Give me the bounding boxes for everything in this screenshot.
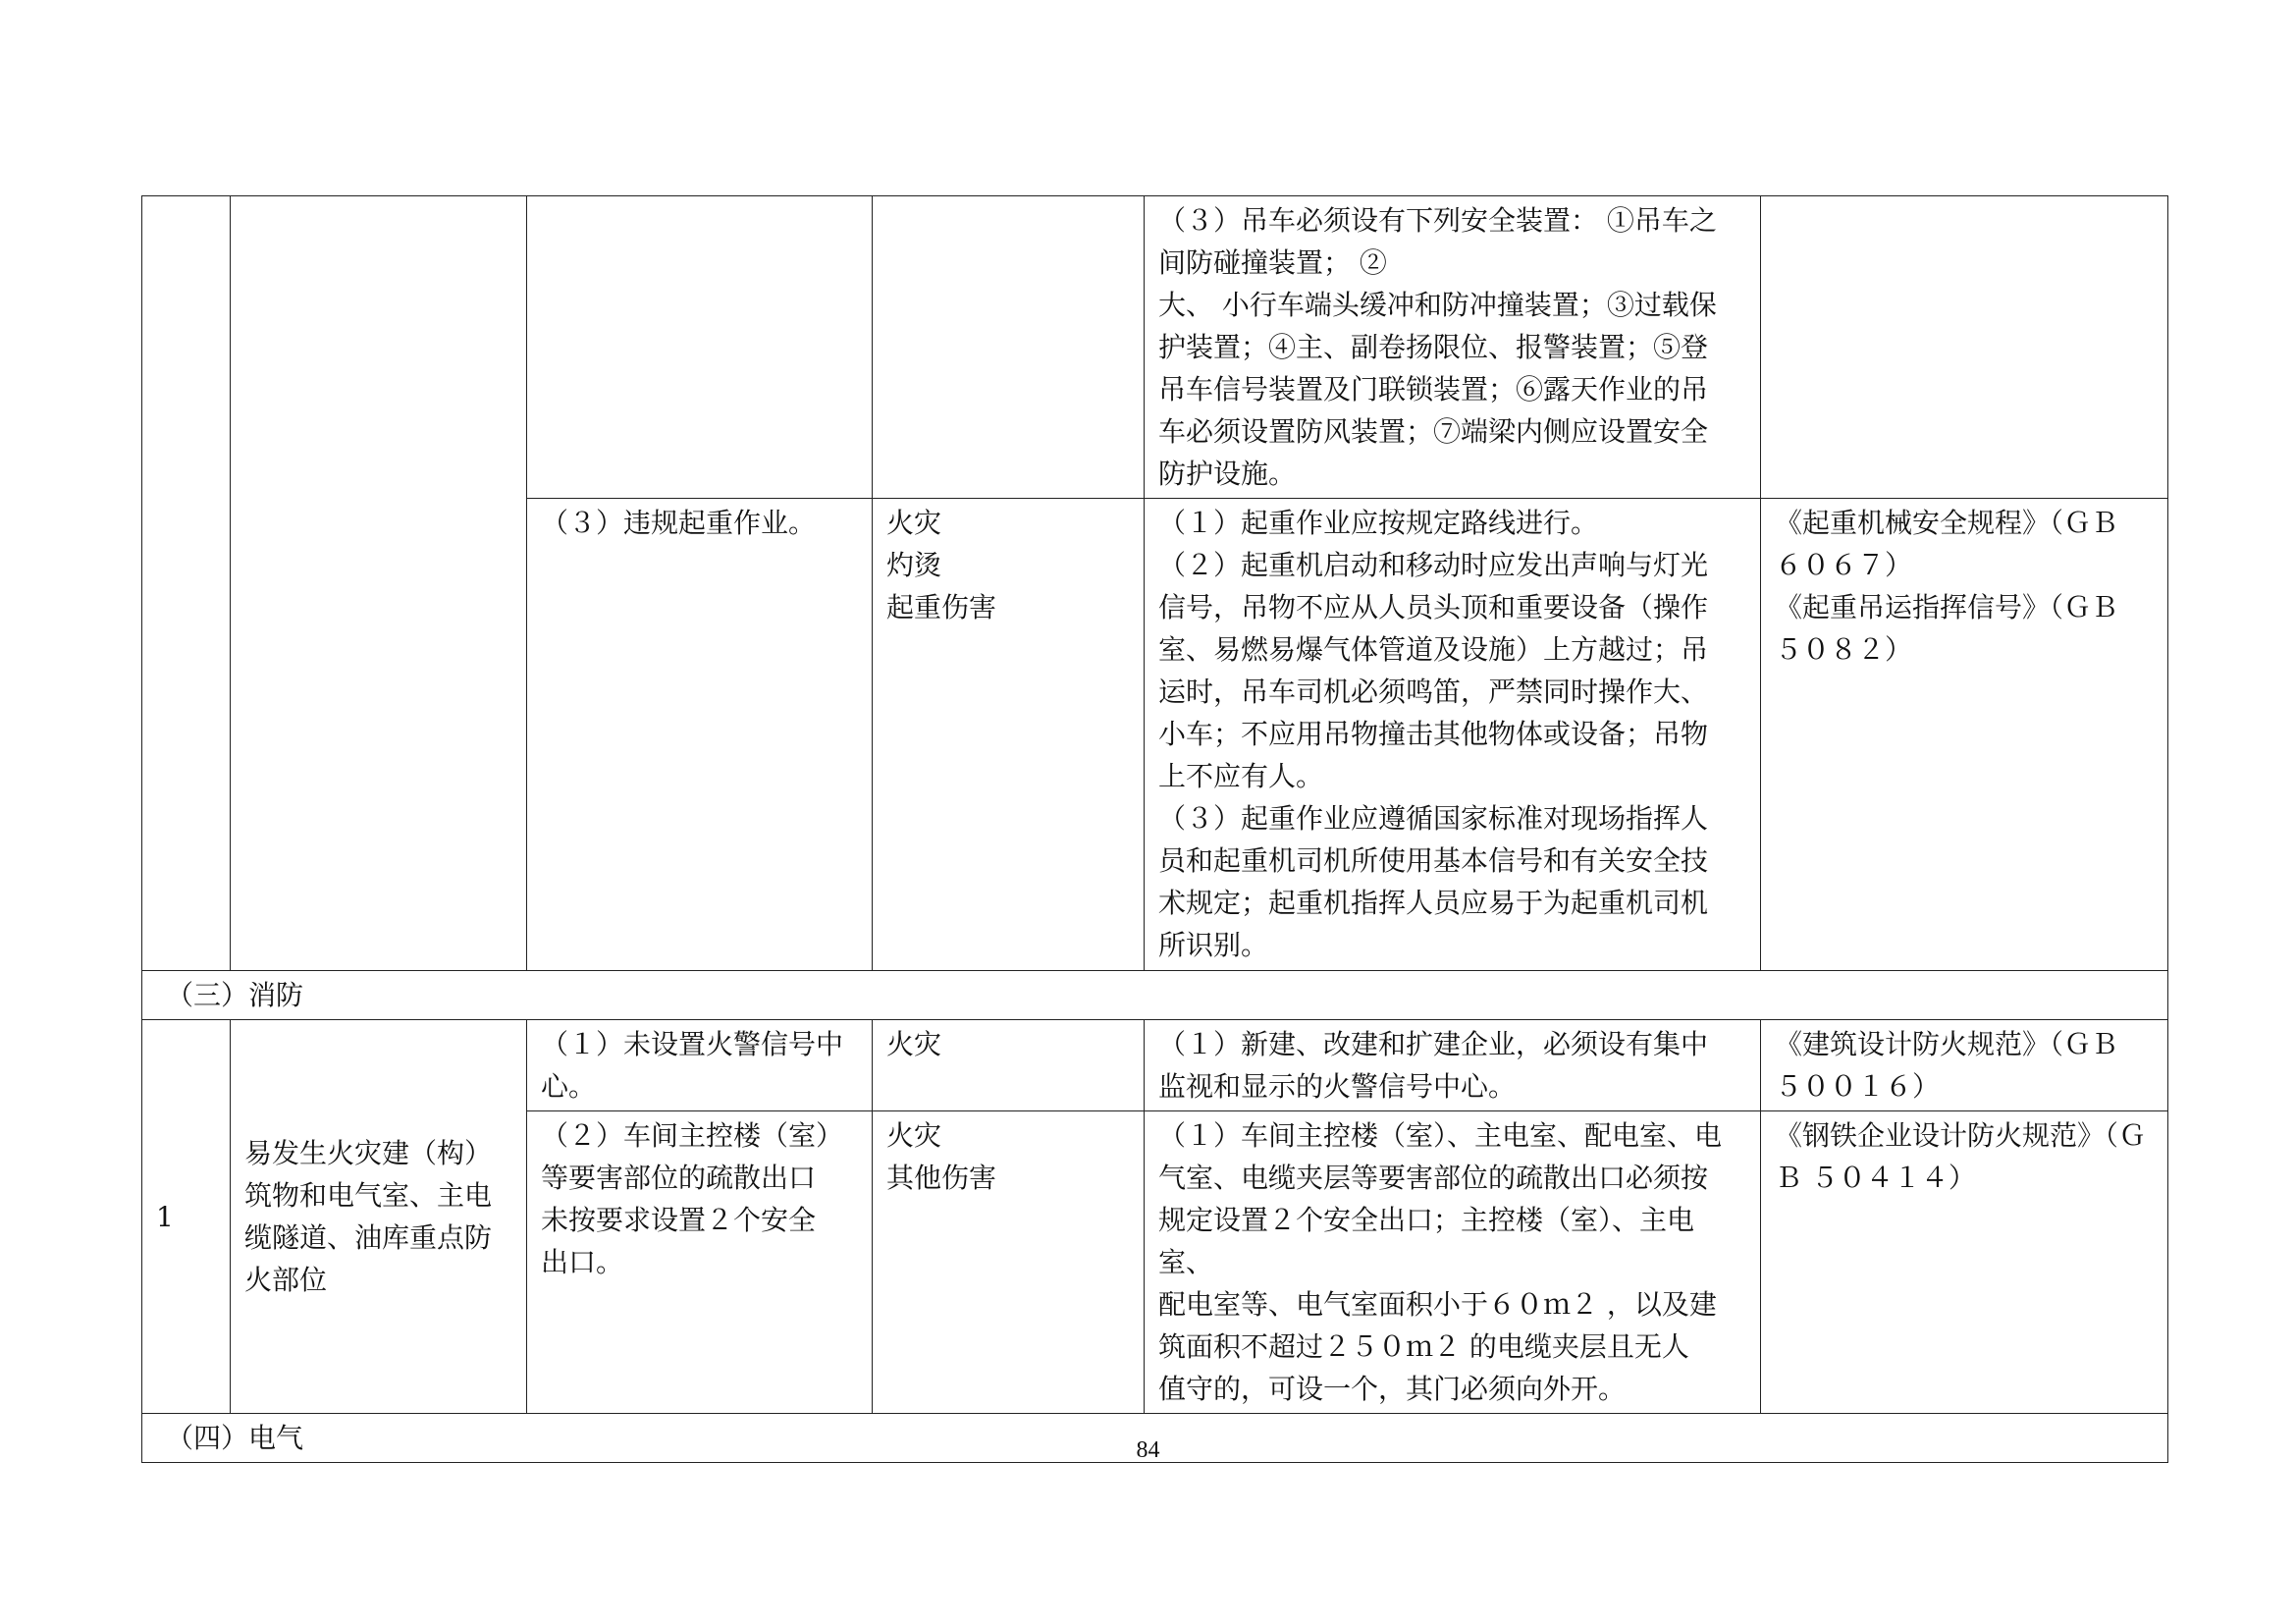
cell-accident-types [873, 499, 1145, 971]
hazard-line: （２）车间主控楼（室） [541, 1119, 844, 1152]
standard-line: 《建筑设计防火规范》（ＧＢ [1775, 1028, 2119, 1060]
location-line: 缆隧道、油库重点防 [244, 1221, 493, 1254]
standard-line: ５０８２） [1775, 633, 1913, 666]
section-title-electrical: （四）电气 [142, 1414, 2168, 1463]
measure-line: 筑面积不超过２５０ｍ２ 的电缆夹层且无人 [1158, 1330, 1689, 1363]
cell-hazard: （３）违规起重作业。 [527, 499, 873, 971]
measure-line: 术规定；起重机指挥人员应易于为起重机司机 [1158, 887, 1709, 919]
standard-line: 《起重吊运指挥信号》（ＧＢ [1775, 591, 2119, 623]
cell-measures [1145, 1020, 1761, 1111]
hazard-line: 等要害部位的疏散出口 [541, 1162, 817, 1194]
cell-hazard [527, 1111, 873, 1414]
section-row-fire [142, 971, 2168, 1020]
cell-measures [1145, 499, 1761, 971]
cell-standards [1761, 499, 2168, 971]
cell-measures [1145, 1111, 1761, 1414]
measure-line: 小车；不应用吊物撞击其他物体或设备；吊物 [1158, 718, 1709, 750]
measure-line: 监视和显示的火警信号中心。 [1158, 1070, 1517, 1103]
hazard-line: 心。 [541, 1070, 597, 1103]
measure-line: 吊车信号装置及门联锁装置；⑥露天作业的吊 [1158, 373, 1709, 406]
cell-hazard-empty [527, 196, 873, 499]
measure-line: 所识别。 [1158, 929, 1269, 961]
measure-line: 规定设置２个安全出口；主控楼（室）、主电室、 [1158, 1204, 1695, 1278]
measure-line: 员和起重机司机所使用基本信号和有关安全技 [1158, 844, 1709, 877]
measure-line: 上不应有人。 [1158, 760, 1324, 792]
measure-line: 车必须设置防风装置；⑦端梁内侧应设置安全 [1158, 415, 1709, 448]
hazard-line: 出口。 [541, 1246, 624, 1278]
location-line: 筑物和电气室、主电 [244, 1179, 493, 1212]
cell-standards [1761, 1111, 2168, 1414]
cell-accident-empty [873, 196, 1145, 499]
measure-line: 室、易燃易爆气体管道及设施）上方越过；吊 [1158, 633, 1709, 666]
row-fire-alarm [142, 1020, 2168, 1111]
accident-type: 火灾 [886, 1028, 942, 1060]
standard-line: ５００１６） [1775, 1070, 1941, 1103]
measure-line: （２）起重机启动和移动时应发出声响与灯光 [1158, 549, 1709, 581]
measure-line: 防护设施。 [1158, 458, 1297, 490]
accident-type: 灼烫 [886, 549, 942, 581]
standard-line: 《钢铁企业设计防火规范》（Ｇ [1775, 1119, 2147, 1152]
cell-location [231, 1020, 527, 1414]
measure-line: 配电室等、电气室面积小于６０ｍ２ ，以及建 [1158, 1288, 1717, 1321]
measure-line: （１）车间主控楼（室）、主电室、配电室、电 [1158, 1119, 1723, 1152]
cell-accident-types [873, 1111, 1145, 1414]
cell-number: 1 [142, 1020, 231, 1414]
cell-measures [1145, 196, 1761, 499]
measure-line: 护装置；④主、副卷扬限位、报警装置；⑤登 [1158, 331, 1709, 363]
accident-type: 火灾 [886, 507, 942, 539]
measure-line: 间防碰撞装置； ② [1158, 246, 1387, 279]
hazard-table [141, 195, 2168, 1463]
accident-type: 其他伤害 [886, 1162, 997, 1194]
cell-number-continued [142, 196, 231, 971]
standard-line: 《起重机械安全规程》（ＧＢ [1775, 507, 2119, 539]
hazard-line: 未按要求设置２个安全 [541, 1204, 817, 1236]
cell-standards [1761, 1020, 2168, 1111]
cell-location-continued [231, 196, 527, 971]
cell-standard-empty [1761, 196, 2168, 499]
accident-type: 火灾 [886, 1119, 942, 1152]
measure-line: 大、 小行车端头缓冲和防冲撞装置；③过载保 [1158, 289, 1717, 321]
hazard-line: （１）未设置火警信号中 [541, 1028, 844, 1060]
page-number: 84 [1136, 1437, 1160, 1463]
row-crane-devices [142, 196, 2168, 499]
measure-line: （１）起重作业应按规定路线进行。 [1158, 507, 1599, 539]
measure-line: 气室、电缆夹层等要害部位的疏散出口必须按 [1158, 1162, 1709, 1194]
standard-line: Ｂ ５０４１４） [1775, 1162, 1976, 1194]
location-line: 易发生火灾建（构） [244, 1137, 493, 1169]
cell-hazard [527, 1020, 873, 1111]
measure-line: （３）吊车必须设有下列安全装置： ①吊车之 [1158, 204, 1717, 237]
measure-line: （１）新建、改建和扩建企业，必须设有集中 [1158, 1028, 1709, 1060]
measure-line: 信号，吊物不应从人员头顶和重要设备（操作 [1158, 591, 1709, 623]
section-title-fire: （三）消防 [142, 971, 2168, 1020]
standard-line: ６０６７） [1775, 549, 1913, 581]
measure-line: 运时，吊车司机必须鸣笛，严禁同时操作大、 [1158, 676, 1709, 708]
measure-line: （３）起重作业应遵循国家标准对现场指挥人 [1158, 802, 1709, 835]
measure-line: 值守的，可设一个，其门必须向外开。 [1158, 1373, 1627, 1405]
cell-accident-types [873, 1020, 1145, 1111]
location-line: 火部位 [244, 1264, 328, 1296]
accident-type: 起重伤害 [886, 591, 997, 623]
